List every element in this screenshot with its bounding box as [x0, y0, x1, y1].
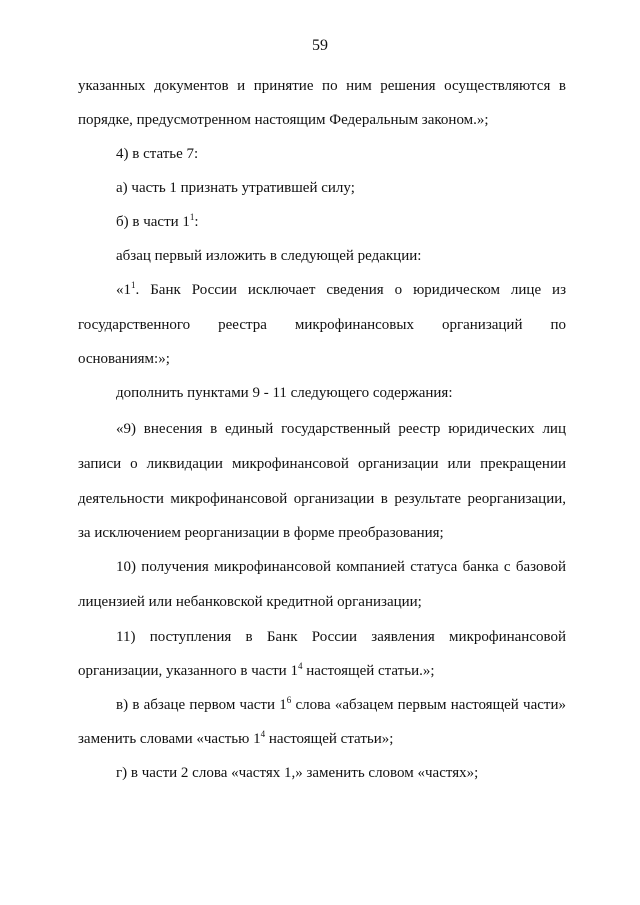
text-line: записи о ликвидации микрофинансовой организации или прекращении: [78, 456, 566, 472]
list-item-g: г) в части 2 слова «частях 1,» заменить словом «частях»;: [116, 765, 479, 781]
text-run: настоящей статьи.»;: [302, 663, 435, 679]
item-11-line: 11) поступления в Банк России заявления микрофинансовой: [116, 629, 566, 645]
list-item-a: а) часть 1 признать утратившей силу;: [116, 180, 355, 196]
text-run: настоящей статьи»;: [265, 731, 394, 747]
text-run: б) в части 1: [116, 214, 190, 230]
text-line: государственного реестра микрофинансовых организаций по: [78, 317, 566, 333]
page-number: 59: [312, 37, 328, 54]
superscript: 6: [286, 695, 292, 705]
item-10-line: 10) получения микрофинансовой компанией статуса банка с базовой: [116, 559, 566, 575]
text-run: заменить словами «частью 1: [78, 731, 261, 747]
text-run: организации, указанного в части 1: [78, 663, 298, 679]
text-run: . Банк России исключает сведения о юридическом лице из: [135, 282, 566, 298]
superscript: 1: [189, 212, 195, 222]
list-item-v: [116, 695, 566, 715]
list-item-4: 4) в статье 7:: [116, 146, 199, 162]
list-item-b: [116, 212, 566, 232]
text-run: :: [194, 214, 199, 230]
item-9-line: «9) внесения в единый государственный реестр юридических лиц: [116, 421, 566, 437]
superscript: 1: [131, 280, 136, 290]
text-line: деятельности микрофинансовой организации в результате реорганизации,: [78, 491, 566, 507]
text-line: за исключением реорганизации в форме преобразования;: [78, 525, 444, 541]
text-line: указанных документов и принятие по ним решения осуществляются в: [78, 78, 566, 94]
text-run: слова «абзацем первым настоящей части»: [291, 697, 566, 713]
superscript: 4: [260, 729, 266, 739]
text-line: лицензией или небанковской кредитной организации;: [78, 594, 422, 610]
text-line: порядке, предусмотренном настоящим Федеральным законом.»;: [78, 112, 489, 128]
quoted-paragraph-line: [116, 280, 566, 300]
text-line: дополнить пунктами 9 - 11 следующего содержания:: [116, 385, 453, 401]
text-line: абзац первый изложить в следующей редакции:: [116, 248, 422, 264]
text-line: основаниям:»;: [78, 351, 170, 367]
text-run: в) в абзаце первом части 1: [116, 697, 287, 713]
superscript: 4: [297, 661, 303, 671]
text-line: [78, 661, 566, 681]
text-line: [78, 729, 566, 749]
text-run: «1: [116, 282, 131, 298]
